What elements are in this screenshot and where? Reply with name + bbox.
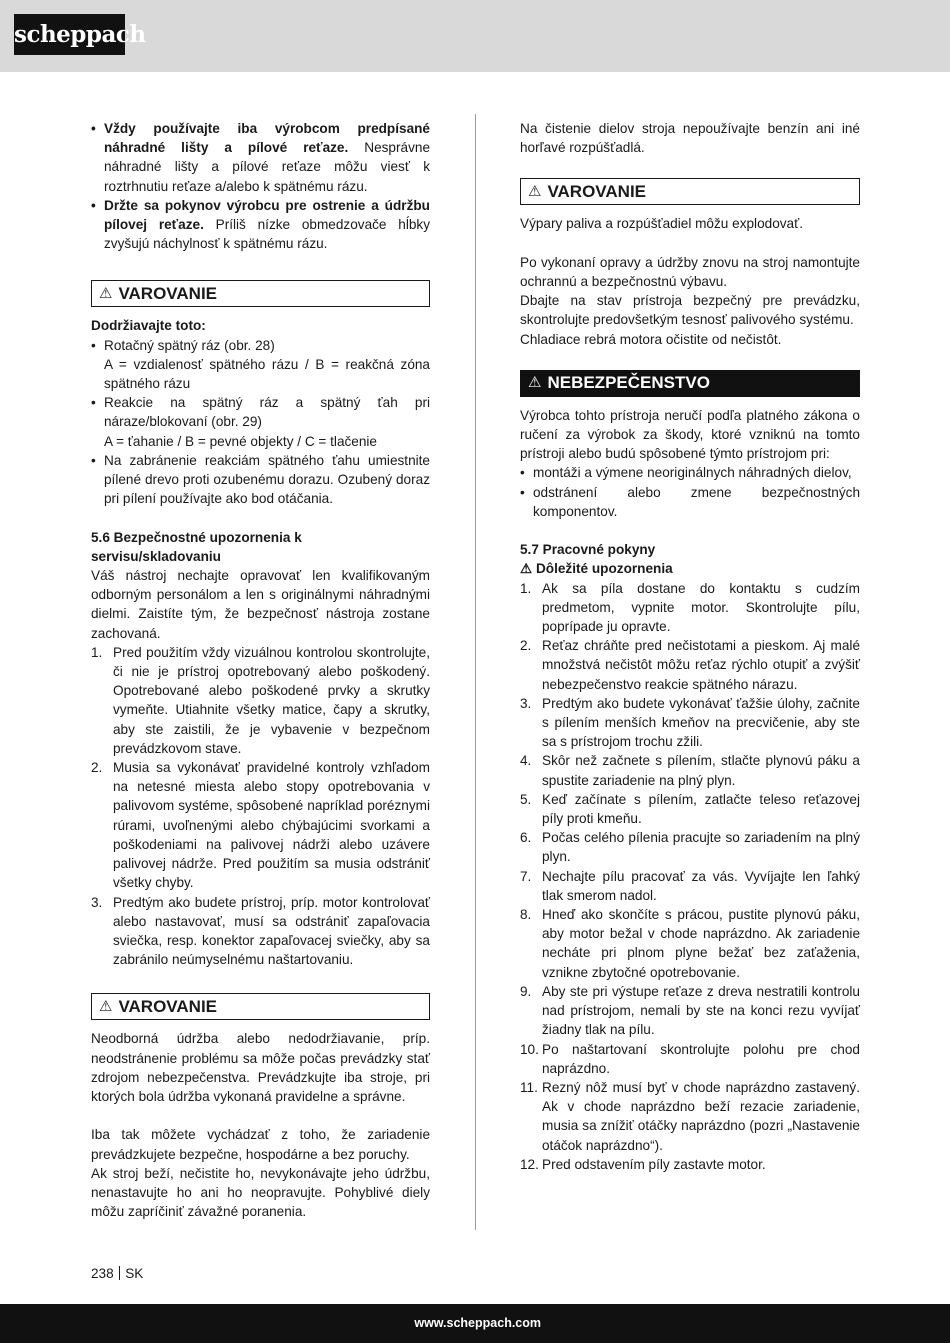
paragraph: Ak stroj beží, nečistite ho, nevykonávajte jeho údržbu, nenastavujte ho ani ho neopravujte. Pohyblivé diely môžu zapríčiniť závažné poranenia.: [91, 1165, 430, 1220]
numbered-item: 6. Počas celého pílenia pracujte so zariadením na plný plyn.: [520, 830, 860, 865]
numbered-item: 8. Hneď ako skončíte s prácou, pustite plynovú páku, aby motor bežal v chode naprázdno. Ak zariadenie necháte pri plnom plyne bežať bez zaťaženia, vznikne zbytočné opotrebovanie.: [520, 907, 860, 980]
section-heading: 5.6 Bezpečnostné upozornenia k servisu/skladovaniu: [91, 529, 302, 564]
warning-label: VAROVANIE: [118, 283, 217, 303]
list-item: • odstránení alebo zmene bezpečnostných komponentov.: [520, 483, 860, 521]
website-link[interactable]: www.scheppach.com: [414, 1316, 541, 1330]
numbered-item: 1. Ak sa píla dostane do kontaktu s cudzím predmetom, vypnite motor. Skontrolujte pílu, poprípade ju opravte.: [520, 580, 860, 635]
numbered-item: 3. Predtým ako budete vykonávať ťažšie úlohy, začnite s pílením menších kmeňov na precvičenie, aby ste sa s prístrojom trochu zžili.: [520, 695, 860, 750]
left-column: [91, 119, 430, 1221]
numbered-item: 11. Rezný nôž musí byť v chode naprázdno zastavený. Ak v chode naprázdno beží rezacie zariadenie, musia sa znížiť otáčky naprázdno (pozri „Nastavenie otáčok naprázdno“).: [520, 1079, 860, 1153]
paragraph: Neodborná údržba alebo nedodržiavanie, príp. neodstránenie problému sa môže počas prevádzky stať zdrojom nebezpečenstva. Prevádzkujte iba stroje, pri ktorých bola údržba vykonaná pravidelne a správne.: [91, 1031, 430, 1104]
warning-icon: ⚠: [99, 997, 113, 1015]
list-item: • Držte sa pokynov výrobcu pre ostrenie a údržbu pílovej reťaze. Príliš nízke obmedzovače hĺbky zvyšujú náchylnosť k spätnému rázu.: [91, 196, 430, 254]
list-item: • Rotačný spätný ráz (obr. 28) A = vzdialenosť spätného rázu / B = reakčná zóna spätného rázu: [91, 336, 430, 394]
page-number: 238 SK: [91, 1266, 144, 1281]
section-heading: 5.7 Pracovné pokyny: [520, 542, 656, 558]
list-item: • Vždy používajte iba výrobcom predpísané náhradné lišty a pílové reťaze. Nesprávne náhradné lišty a pílové reťaze môžu viesť k roztrhnutiu reťaze a/alebo k spätnému rázu.: [91, 119, 430, 196]
numbered-item: 3. Predtým ako budete prístroj, príp. motor kontrolovať alebo nastavovať, musí sa odstrániť zapaľovacia sviečka, resp. konektor zapaľovacej sviečky, aby sa zabránilo neúmyselnému naštartovaniu.: [91, 894, 430, 968]
warning-icon: ⚠: [99, 284, 113, 302]
warning-box: [91, 280, 430, 307]
warning-icon: ⚠: [528, 182, 542, 200]
danger-label: NEBEZPEČENSTVO: [547, 373, 710, 393]
warning-box: [91, 993, 430, 1020]
brand-logo: scheppach: [14, 14, 125, 55]
right-column: [520, 119, 860, 1174]
section-heading: Dodržiavajte toto:: [91, 318, 206, 334]
list-item: • Reakcie na spätný ráz a spätný ťah pri náraze/blokovaní (obr. 29) A = ťahanie / B = pevné objekty / C = tlačenie: [91, 393, 430, 451]
numbered-item: 5. Keď začínate s pílením, zatlačte teleso reťazovej píly proti kmeňu.: [520, 791, 860, 827]
paragraph: Po vykonaní opravy a údržby znovu na stroj namontujte ochrannú a bezpečnostnú výbavu.: [520, 254, 860, 289]
warning-icon: ⚠: [520, 561, 533, 577]
danger-box: [520, 370, 860, 397]
paragraph: Výrobca tohto prístroja neručí podľa platného zákona o ručení za výrobok za škody, ktoré vzniknú na tomto prístroji alebo budú spôsobené týmto prístrojom pri:: [520, 407, 860, 462]
subsection-heading: ⚠ Dôležité upozornenia: [520, 561, 673, 577]
list-item: • Na zabránenie reakciám spätného ťahu umiestnite pílené drevo proti ozubenému dorazu. Ozubený doraz pri pílení používajte ako bod otáčania.: [91, 451, 430, 509]
danger-icon: ⚠: [528, 374, 542, 392]
warning-label: VAROVANIE: [547, 181, 646, 201]
paragraph: Dbajte na stav prístroja bezpečný pre prevádzku, skontrolujte predovšetkým tesnosť palivového systému.: [520, 293, 860, 328]
column-divider: [475, 114, 476, 1230]
warning-box: [520, 178, 860, 205]
numbered-item: 1. Pred použitím vždy vizuálnou kontrolou skontrolujte, či nie je prístroj opotrebovaný alebo poškodený. Opotrebované alebo poškodené prvky a skrutky vymeňte. Utiahnite všetky matice, čapy a skrutky, aby ste zaistili, že je vybavenie v bezpečnom prevádzkovom stave.: [91, 644, 430, 756]
numbered-item: 9. Aby ste pri výstupe reťaze z dreva nestratili kontrolu nad prístrojom, nemali by ste na konci rezu vyvíjať žiadny tlak na pílu.: [520, 983, 860, 1038]
numbered-item: 10. Po naštartovaní skontrolujte polohu pre chod naprázdno.: [520, 1041, 860, 1076]
list-item: • montáži a výmene neoriginálnych náhradných dielov,: [520, 463, 860, 482]
numbered-item: 7. Nechajte pílu pracovať za vás. Vyvíjajte len ľahký tlak smerom nadol.: [520, 868, 860, 903]
numbered-item: 2. Reťaz chráňte pred nečistotami a pieskom. Aj malé množstvá nečistôt môžu reťaz rýchlo otupiť a zvýšiť nebezpečenstvo reakcie spätného nárazu.: [520, 638, 860, 692]
paragraph: Váš nástroj nechajte opravovať len kvalifikovaným odborným personálom a len s originálnymi náhradnými dielmi. Zaistíte tým, že bezpečnosť nástroja zostane zachovaná.: [91, 568, 430, 641]
paragraph: Iba tak môžete vychádzať z toho, že zariadenie prevádzkujete bezpečne, hospodárne a bez poruchy.: [91, 1127, 430, 1162]
paragraph: Na čistenie dielov stroja nepoužívajte benzín ani iné horľavé rozpúšťadlá.: [520, 121, 860, 156]
numbered-item: 4. Skôr než začnete s pílením, stlačte plynovú páku a spustite zariadenie na plný plyn.: [520, 753, 860, 788]
numbered-item: 2. Musia sa vykonávať pravidelné kontroly vzhľadom na netesné miesta alebo stopy opotrebovania v palivovom systéme, spôsobené napríklad poréznymi rúrami, uvoľnenými alebo chýbajúcimi svorkami a poškodeniami na palivovej nádrži alebo uzávere palivovej nádrže. Pred použitím sa musia odstrániť všetky chyby.: [91, 760, 430, 891]
numbered-item: 12. Pred odstavením píly zastavte motor.: [520, 1156, 766, 1172]
warning-label: VAROVANIE: [118, 996, 217, 1016]
footer-bar: [0, 1304, 950, 1343]
paragraph: Výpary paliva a rozpúšťadiel môžu explodovať.: [520, 216, 803, 232]
paragraph: Chladiace rebrá motora očistite od nečistôt.: [520, 331, 782, 347]
header-bar: [0, 0, 950, 72]
